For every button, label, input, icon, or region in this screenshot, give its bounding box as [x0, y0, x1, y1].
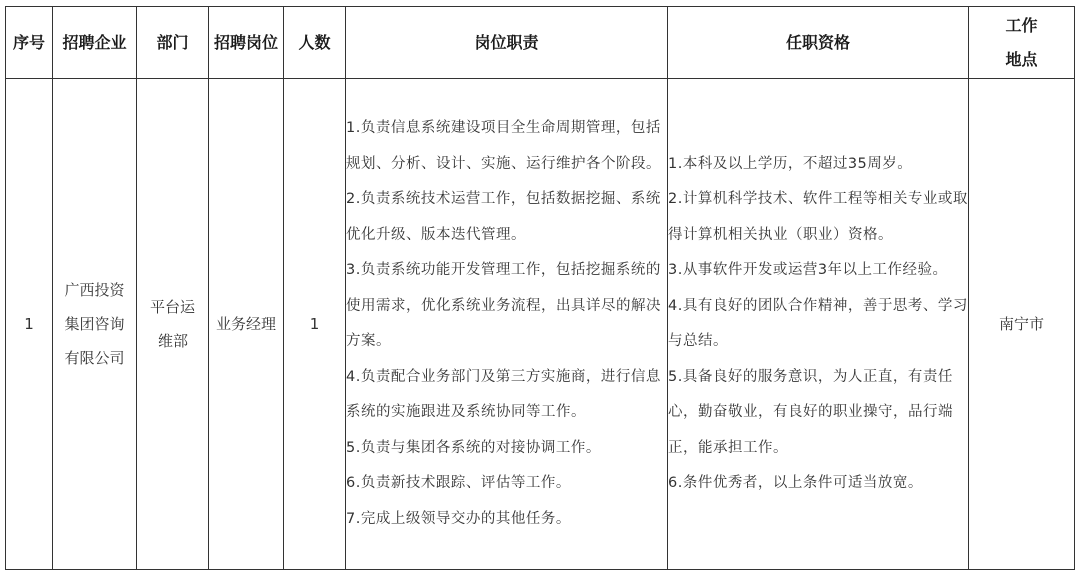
dept-line: 平台运	[149, 298, 195, 316]
table-header-row	[6, 7, 1075, 79]
dept-line: 维部	[157, 332, 188, 350]
company-line: 集团咨询	[64, 315, 125, 333]
cell-position: 业务经理	[209, 79, 284, 570]
cell-count: 1	[284, 79, 346, 570]
duty-item: 7.完成上级领导交办的其他任务。	[346, 510, 571, 527]
cell-company	[53, 79, 137, 570]
duty-item: 3.负责系统功能开发管理工作，包括挖掘系统的使用需求，优化系统业务流程，出具详尽的解决方案。	[346, 262, 661, 349]
header-location-line1: 工作	[1005, 15, 1038, 35]
duty-item: 4.负责配合业务部门及第三方实施商，进行信息系统的实施跟进及系统协同等工作。	[346, 368, 661, 420]
duty-item: 6.负责新技术跟踪、评估等工作。	[346, 475, 571, 491]
cell-duties	[346, 79, 668, 570]
duty-item: 2.负责系统技术运营工作，包括数据挖掘、系统优化升级、版本迭代管理。	[346, 191, 661, 243]
header-count: 人数	[284, 7, 346, 79]
cell-qualifications	[668, 79, 969, 570]
header-company: 招聘企业	[53, 7, 137, 79]
cell-no: 1	[6, 79, 53, 570]
header-qualifications: 任职资格	[668, 7, 969, 79]
qualification-item: 3.从事软件开发或运营3年以上工作经验。	[668, 262, 948, 278]
company-line: 广西投资	[64, 281, 125, 299]
cell-dept	[137, 79, 209, 570]
qualification-item: 2.计算机科学技术、软件工程等相关专业或取得计算机相关执业（职业）资格。	[668, 191, 968, 243]
header-dept: 部门	[137, 7, 209, 79]
table-row	[6, 79, 1075, 570]
qualification-item: 6.条件优秀者，以上条件可适当放宽。	[668, 475, 923, 491]
header-location-line2: 地点	[1005, 49, 1038, 69]
qualification-item: 4.具有良好的团队合作精神，善于思考、学习与总结。	[668, 297, 968, 349]
header-no: 序号	[6, 7, 53, 79]
qualification-item: 1.本科及以上学历，不超过35周岁。	[668, 155, 913, 172]
recruitment-table	[5, 6, 1075, 570]
header-duties: 岗位职责	[346, 7, 668, 79]
duty-item: 1.负责信息系统建设项目全生命周期管理，包括规划、分析、设计、实施、运行维护各个阶段。	[346, 120, 661, 172]
qualification-item: 5.具备良好的服务意识，为人正直，有责任心，勤奋敬业，有良好的职业操守，品行端正，能承担工作。	[668, 368, 953, 456]
cell-location: 南宁市	[969, 79, 1075, 570]
company-line: 有限公司	[64, 349, 125, 367]
header-location	[969, 7, 1075, 79]
duty-item: 5.负责与集团各系统的对接协调工作。	[346, 439, 601, 456]
header-position: 招聘岗位	[209, 7, 284, 79]
